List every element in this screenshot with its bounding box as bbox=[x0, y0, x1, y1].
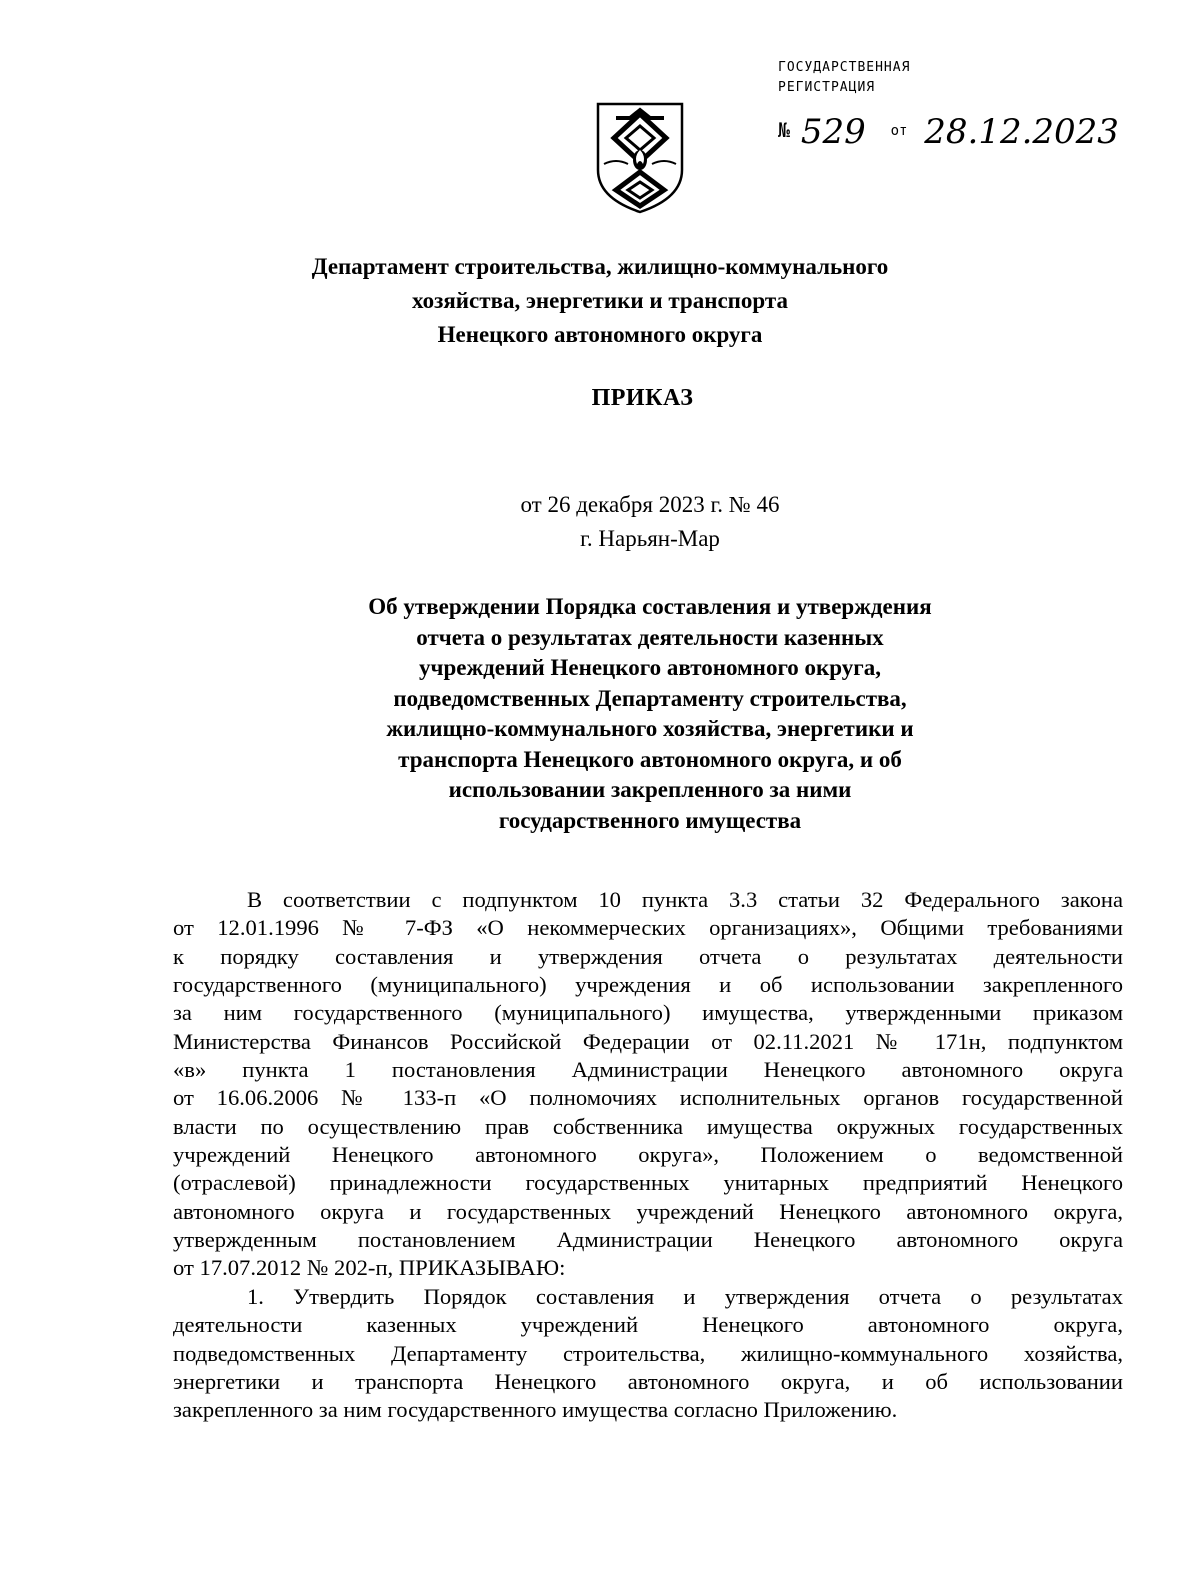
body-line: к порядку составления и утверждения отчета о результатах деятельности bbox=[173, 943, 1123, 969]
registration-number-prefix: № bbox=[778, 118, 791, 142]
department-line: хозяйства, энергетики и транспорта bbox=[412, 288, 788, 313]
body-line: 1. Утвердить Порядок составления и утверждения отчета о результатах bbox=[247, 1283, 1123, 1309]
order-subject bbox=[150, 592, 1150, 836]
subject-line: учреждений Ненецкого автономного округа, bbox=[418, 655, 881, 680]
body-line: (отраслевой) принадлежности государственных унитарных предприятий Ненецкого bbox=[173, 1170, 1123, 1196]
department-line: Департамент строительства, жилищно-коммунального bbox=[311, 254, 889, 279]
item-1-paragraph bbox=[173, 1283, 1123, 1425]
body-line: Министерства Финансов Российской Федерации от 02.11.2021 № 171н, подпунктом bbox=[173, 1028, 1123, 1054]
body-line: от 16.06.2006 № 133-п «О полномочиях исполнительных органов государственной bbox=[173, 1085, 1123, 1111]
subject-line: использовании закрепленного за ними bbox=[448, 777, 852, 802]
body-line: В соответствии с подпунктом 10 пункта 3.3 статьи 32 Федерального закона bbox=[247, 887, 1123, 912]
registration-date: 28.12.2023 bbox=[924, 112, 1119, 152]
order-body bbox=[173, 886, 1123, 1425]
body-line: закрепленного за ним государственного имущества согласно Приложению. bbox=[173, 1397, 898, 1423]
document-type bbox=[200, 385, 1100, 412]
preamble-paragraph bbox=[173, 886, 1123, 1283]
body-line: подведомственных Департаменту строительства, жилищно-коммунального хозяйства, bbox=[173, 1340, 1123, 1366]
subject-line: Об утверждении Порядка составления и утверждения bbox=[368, 594, 932, 619]
subject-line: государственного имущества bbox=[498, 807, 802, 833]
order-date-number: от 26 декабря 2023 г. № 46 bbox=[520, 492, 780, 517]
registration-number: 529 bbox=[800, 112, 866, 152]
body-line: автономного округа и государственных учреждений Ненецкого автономного округа, bbox=[173, 1198, 1123, 1224]
body-line: утвержденным постановлением Администрации Ненецкого автономного округа bbox=[173, 1227, 1123, 1253]
body-line: власти по осуществлению прав собственника имущества окружных государственных bbox=[173, 1113, 1123, 1139]
body-line: государственного (муниципального) учреждения и об использовании закрепленного bbox=[173, 972, 1123, 998]
registration-caption-line1: ГОСУДАРСТВЕННАЯ bbox=[778, 60, 911, 75]
registration-number-line bbox=[778, 112, 1119, 152]
body-line: учреждений Ненецкого автономного округа», Положением о ведомственной bbox=[173, 1142, 1123, 1168]
subject-line: жилищно-коммунального хозяйства, энергетики и bbox=[386, 716, 914, 741]
department-line: Ненецкого автономного округа bbox=[437, 322, 763, 347]
body-line: от 12.01.1996 № 7-ФЗ «О некоммерческих организациях», Общими требованиями bbox=[173, 915, 1123, 941]
subject-line: подведомственных Департаменту строительства, bbox=[393, 685, 907, 711]
body-line: энергетики и транспорта Ненецкого автономного округа, и об использовании bbox=[173, 1368, 1123, 1394]
subject-line: транспорта Ненецкого автономного округа, и об bbox=[398, 746, 902, 772]
registration-caption-line2: РЕГИСТРАЦИЯ bbox=[778, 80, 876, 95]
document-type-label: ПРИКАЗ bbox=[591, 385, 694, 411]
order-city: г. Нарьян-Мар bbox=[580, 526, 720, 551]
order-details bbox=[150, 488, 1150, 556]
coat-of-arms-icon bbox=[594, 100, 686, 216]
body-line: за ним государственного (муниципального) имущества, утвержденными приказом bbox=[173, 1000, 1123, 1026]
subject-line: отчета о результатах деятельности казенных bbox=[416, 624, 884, 650]
department-name bbox=[200, 250, 1000, 352]
registration-date-prefix: от bbox=[890, 123, 908, 139]
body-line: «в» пункта 1 постановления Администрации Ненецкого автономного округа bbox=[173, 1057, 1123, 1083]
registration-stamp bbox=[778, 58, 910, 98]
body-line: деятельности казенных учреждений Ненецкого автономного округа, bbox=[173, 1312, 1123, 1338]
body-line: от 17.07.2012 № 202-п, ПРИКАЗЫВАЮ: bbox=[173, 1255, 566, 1281]
